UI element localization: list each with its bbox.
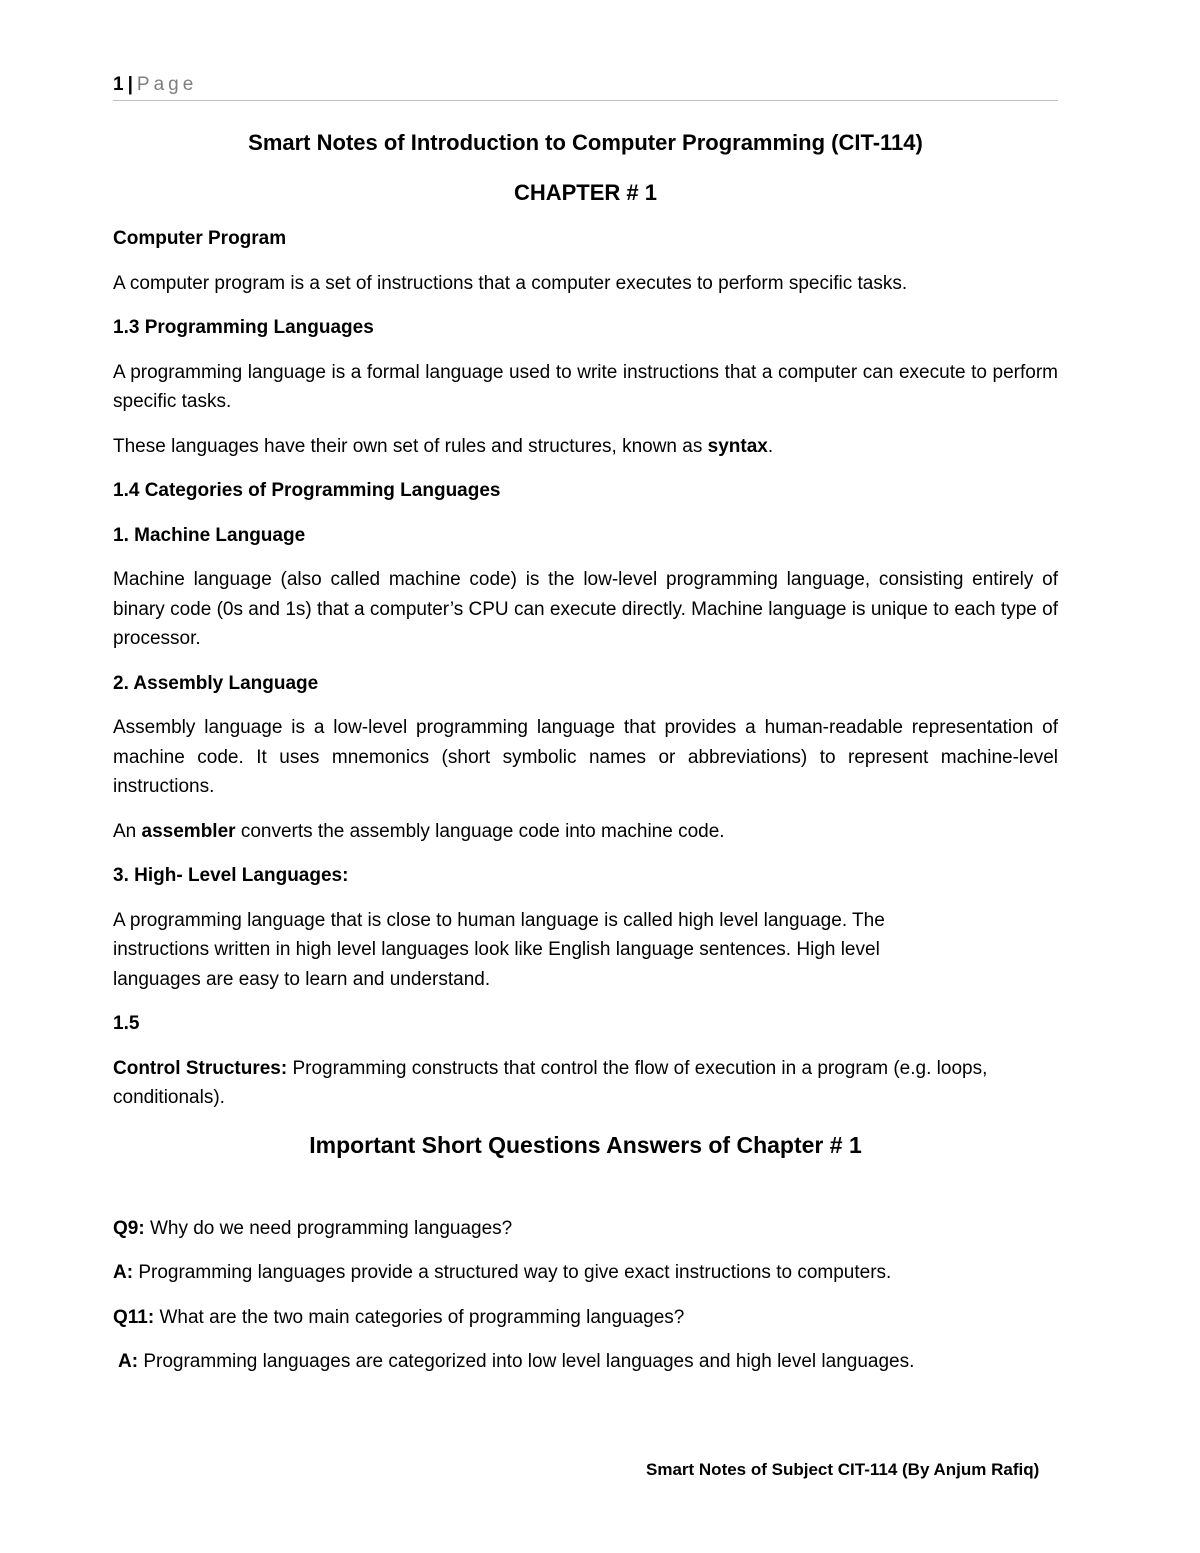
document-body (113, 126, 1058, 1392)
question-label: Q11: (113, 1306, 155, 1328)
high-level-heading: 3. High- Level Languages: (113, 865, 349, 886)
page-number: 1 (113, 74, 124, 95)
high-level-text (113, 906, 1058, 995)
high-level-line-2: instructions written in high level languages look like English language sentences. High level (113, 939, 880, 960)
assembler-word: assembler (141, 820, 236, 842)
control-structures-paragraph (113, 1054, 1058, 1113)
page-footer: Smart Notes of Subject CIT-114 (By Anjum Rafiq) (646, 1460, 1040, 1479)
question-item (113, 1214, 1058, 1244)
assembly-language-heading: 2. Assembly Language (113, 672, 319, 694)
machine-language-heading: 1. Machine Language (113, 524, 306, 546)
qa-section-title: Important Short Questions Answers of Chapter # 1 (309, 1131, 862, 1158)
answer-label: A: (118, 1351, 139, 1372)
syntax-word: syntax (707, 435, 768, 457)
page-header (113, 72, 1058, 101)
high-level-line-1: A programming language that is close to human language is called high level language. The (113, 909, 885, 931)
syntax-text-before: These languages have their own set of rules and structures, known as (113, 435, 708, 457)
answer-label: A: (113, 1262, 134, 1283)
chapter-heading: CHAPTER # 1 (513, 180, 658, 205)
machine-language-text: Machine language (also called machine code) is the low-level programming language, consisting entirely of binary code (0s and 1s) that a computer’s CPU can execute directly. Machine language is unique to each type of processor. (113, 569, 1058, 649)
question-text: Why do we need programming languages? (144, 1217, 513, 1239)
answer-item (113, 1347, 1058, 1377)
computer-program-text: A computer program is a set of instructions that a computer executes to perform specific tasks. (113, 272, 908, 294)
assembly-language-text: Assembly language is a low-level programming language that provides a human-readable representation of machine code. It uses mnemonics (short symbolic names or abbreviations) to represent machine-level instructions. (113, 717, 1058, 797)
section-1-5-heading: 1.5 (113, 1013, 140, 1034)
document-title: Smart Notes of Introduction to Computer Programming (CIT-114) (248, 130, 923, 155)
computer-program-heading: Computer Program (113, 228, 287, 249)
answer-text: Programming languages provide a structured way to give exact instructions to computers. (133, 1262, 892, 1283)
assembler-text-after: converts the assembly language code into machine code. (235, 820, 725, 842)
answer-text: Programming languages are categorized into low level languages and high level languages. (138, 1351, 915, 1372)
control-structures-label: Control Structures: (113, 1057, 288, 1079)
high-level-line-3: languages are easy to learn and understand. (113, 968, 491, 990)
answer-item (113, 1258, 1058, 1288)
programming-languages-heading: 1.3 Programming Languages (113, 317, 374, 338)
categories-heading: 1.4 Categories of Programming Languages (113, 480, 501, 501)
page-separator: | (127, 74, 133, 95)
assembler-text-before: An (113, 820, 142, 842)
syntax-text-after: . (767, 435, 774, 457)
assembler-paragraph (113, 817, 1058, 847)
programming-languages-text: A programming language is a formal language used to write instructions that a computer can execute to perform specific tasks. (113, 361, 1058, 412)
control-structures-text: Programming constructs that control the flow of execution in a program (e.g. loops, conditionals). (113, 1057, 988, 1108)
question-label: Q9: (113, 1217, 145, 1239)
question-item (113, 1303, 1058, 1333)
page-word: Page (136, 74, 198, 95)
syntax-paragraph (113, 432, 1058, 462)
question-text: What are the two main categories of programming languages? (154, 1306, 685, 1328)
